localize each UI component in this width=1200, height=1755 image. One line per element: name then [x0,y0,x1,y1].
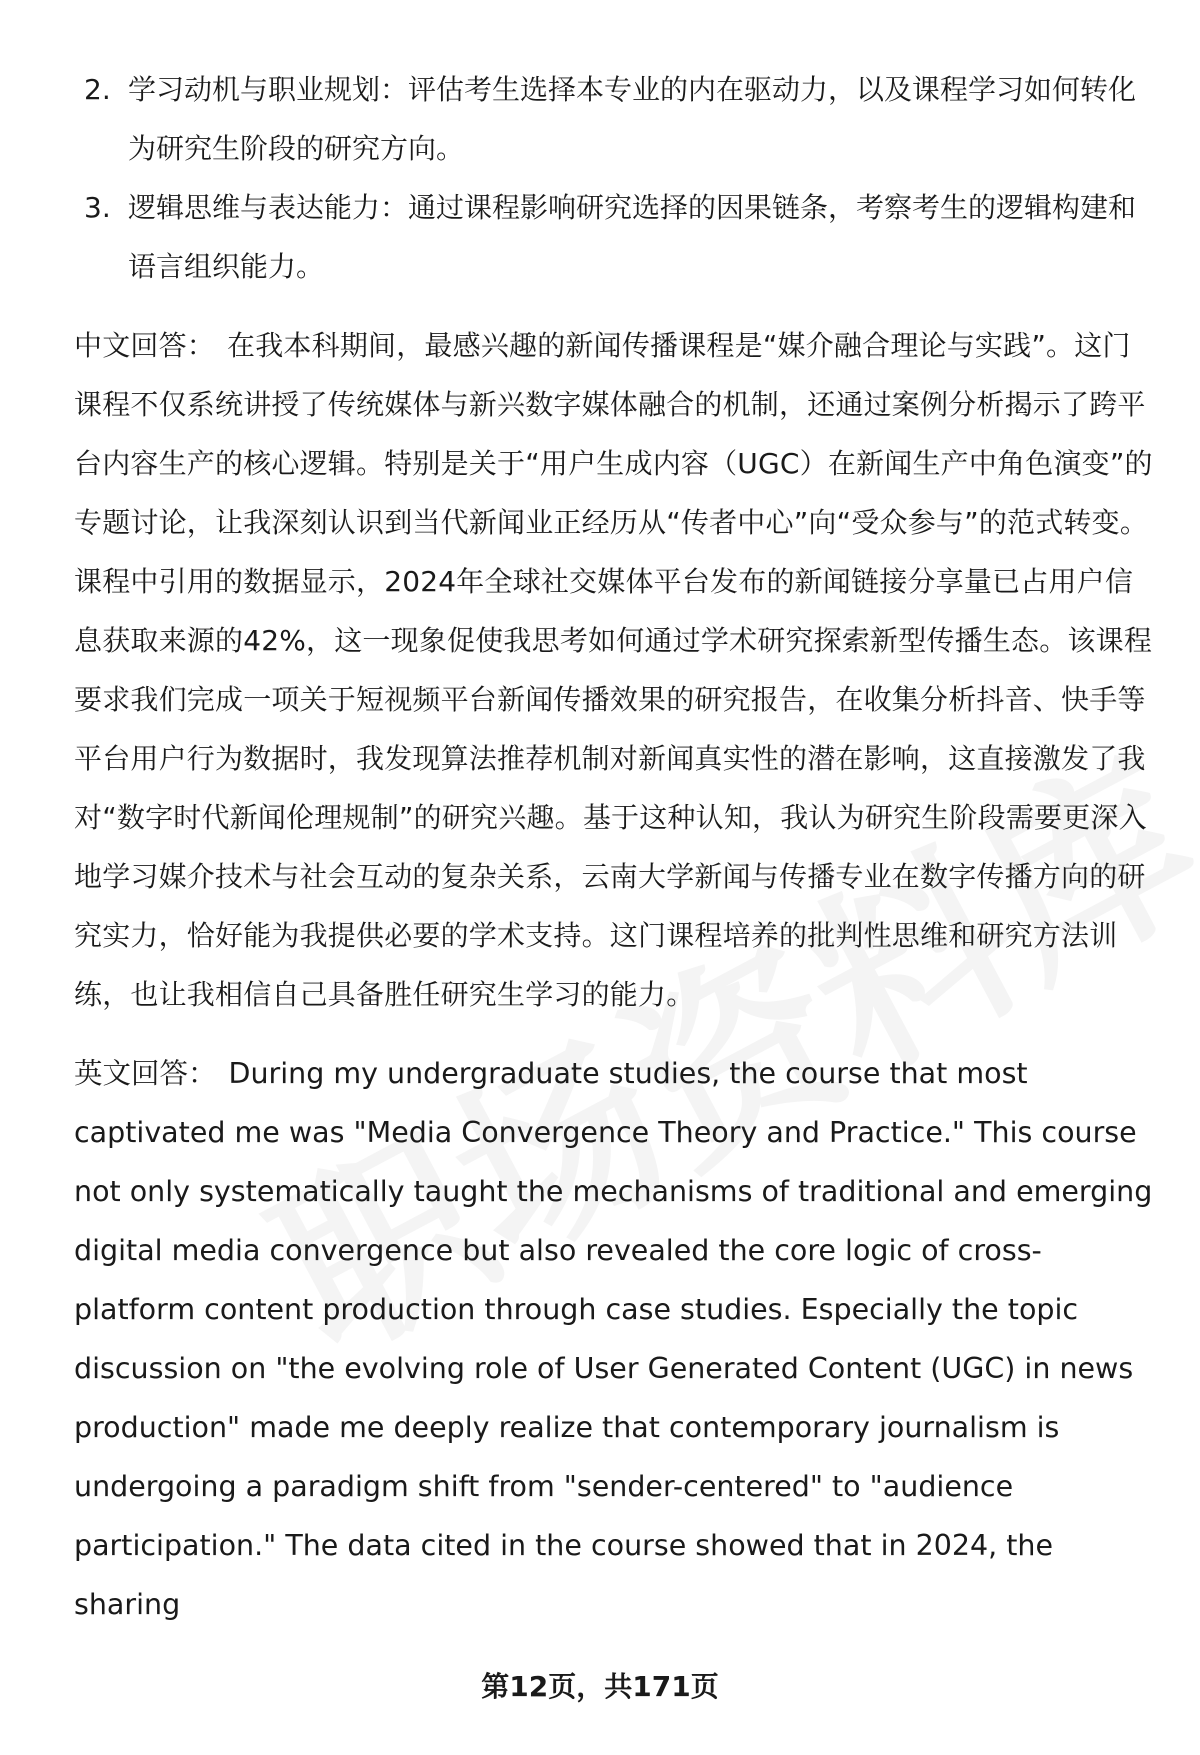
chinese-answer-text: 在我本科期间，最感兴趣的新闻传播课程是“媒介融合理论与实践”。这门课程不仅系统讲授了传统媒体与新兴数字媒体融合的机制，还通过案例分析揭示了跨平台内容生产的核心逻辑。特别是关于“用户生成内容（UGC）在新闻生产中角色演变”的专题讨论，让我深刻认识到当代新闻业正经历从“传者中心”向“受众参与”的范式转变。课程中引用的数据显示，2024年全球社交媒体平台发布的新闻链接分享量已占用户信息获取来源的42%，这一现象促使我思考如何通过学术研究探索新型传播生态。该课程要求我们完成一项关于短视频平台新闻传播效果的研究报告，在收集分析抖音、快手等平台用户行为数据时，我发现算法推荐机制对新闻真实性的潜在影响，这直接激发了我对“数字时代新闻伦理规制”的研究兴趣。基于这种认知，我认为研究生阶段需要更深入地学习媒介技术与社会互动的复杂关系，云南大学新闻与传播专业在数字传播方向的研究实力，恰好能为我提供必要的学术支持。这门课程培养的批判性思维和研究方法训练，也让我相信自己具备胜任研究生学习的能力。 [74,329,1153,1011]
chinese-answer-label: 中文回答： [74,329,216,362]
list-number: 3. [84,191,111,224]
page-content [74,60,1156,1634]
list-number: 2. [84,73,111,106]
english-answer-text: During my undergraduate studies, the course that most captivated me was "Media Convergence Theory and Practice." This course not only systematically taught the mechanisms of traditional and emerging digital media convergence but also revealed the core logic of cross-platform content production through case studies. Especially the topic discussion on "the evolving role of User Generated Content (UGC) in news production" made me deeply realize that contemporary journalism is undergoing a paradigm shift from "sender-centered" to "audience participation." The data cited in the course showed that in 2024, the sharing [74,1057,1153,1621]
english-answer-label: 英文回答： [74,1057,217,1090]
list-text: 学习动机与职业规划：评估考生选择本专业的内在驱动力，以及课程学习如何转化为研究生阶段的研究方向。 [128,73,1137,165]
page-footer: 第12页，共171页 [481,1670,719,1703]
english-answer [74,1044,1156,1634]
list-item [74,60,1156,178]
chinese-answer [74,316,1156,1024]
list-item [74,178,1156,296]
list-text: 逻辑思维与表达能力：通过课程影响研究选择的因果链条，考察考生的逻辑构建和语言组织能力。 [128,191,1137,283]
